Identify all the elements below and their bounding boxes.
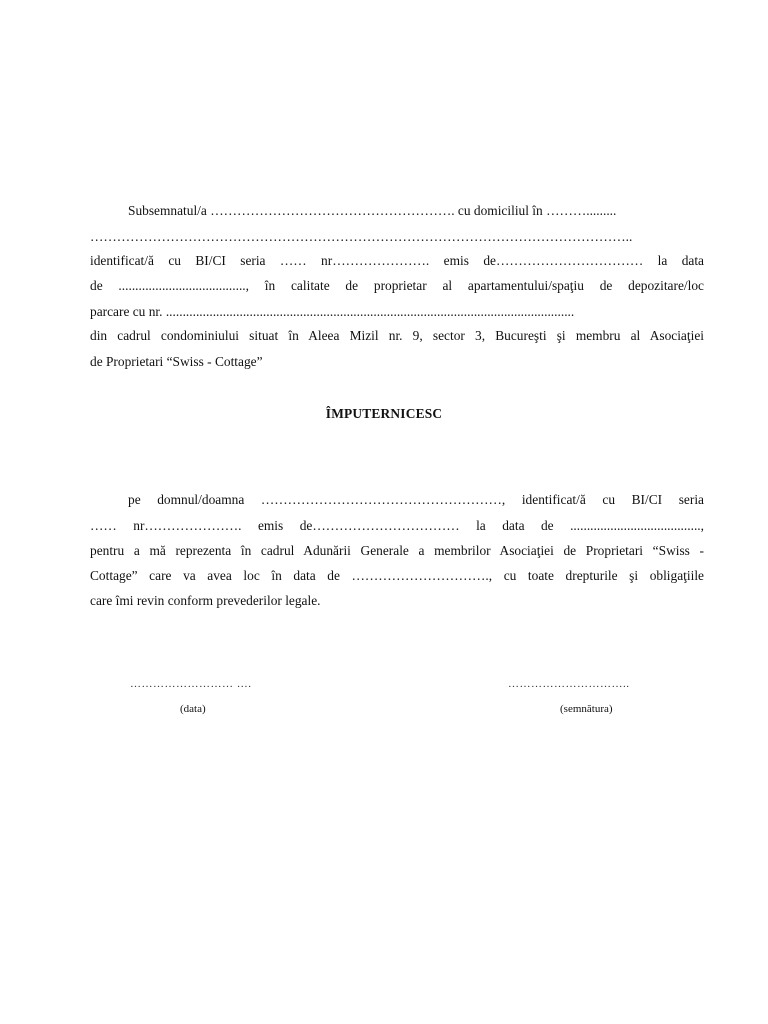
signature-dotted-line: ………………………….. [508,678,630,690]
date-label: (data) [180,703,206,715]
paragraph1-line6: din cadrul condominiului situat în Aleea Mizil nr. 9, sector 3, Bucureşti şi membru al Asociaţiei [90,328,704,343]
paragraph1-line4: de ......................................, în calitate de proprietar al apartamentului/spaţiu de depozitare/loc [90,278,704,293]
paragraph2-line5: care îmi revin conform prevederilor legale. [90,593,321,608]
paragraph2-line1: pe domnul/doamna ………………………………………………, identificat/ă cu BI/CI seria [128,492,704,507]
paragraph1-line5: parcare cu nr. .......................................................................................................................... [90,304,575,319]
document-heading: ÎMPUTERNICESC [325,406,443,421]
paragraph2-line2: …… nr…………………. emis de…………………………… la data de ......................................., [90,518,704,533]
paragraph1-line1: Subsemnatul/a ………………………………………………. cu domiciliul în ………......... [128,203,617,218]
signature-label: (semnătura) [560,703,613,715]
paragraph2-line4: Cottage” care va avea loc în data de …………………………., cu toate drepturile şi obligaţiile [90,568,704,583]
paragraph2-line3: pentru a mă reprezenta în cadrul Adunării Generale a membrilor Asociaţiei de Proprietari “Swiss - [90,543,704,558]
paragraph1-line7: de Proprietari “Swiss - Cottage” [90,354,263,369]
date-dotted-line: ……………………… …. [130,678,252,690]
paragraph1-line3: identificat/ă cu BI/CI seria …… nr…………………. emis de…………………………… la data [90,253,704,268]
paragraph1-line2: ………………………………………………………………………………………………………….. [90,229,633,244]
